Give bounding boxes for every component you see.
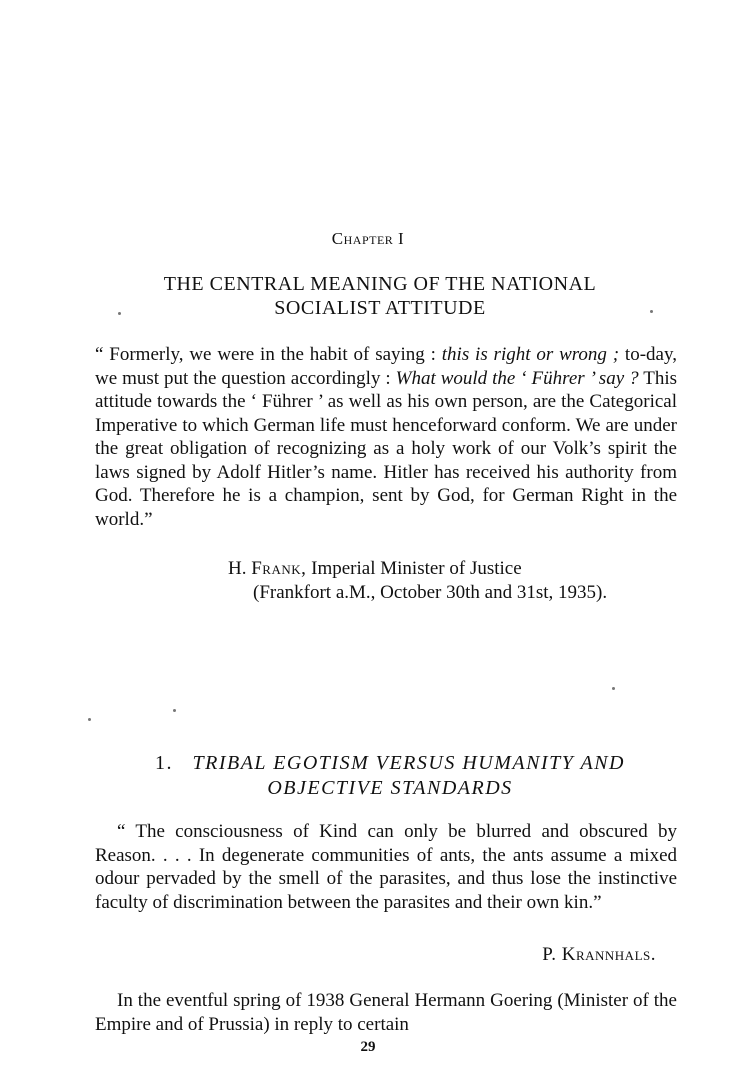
epigraph-source: (Frankfort a.M., October 30th and 31st, 1935).	[253, 582, 608, 603]
epigraph-attribution	[228, 557, 522, 581]
body-paragraph: In the eventful spring of 1938 General Hermann Goering (Minister of the Empire and of Prussia) in reply to certain	[95, 990, 677, 1035]
scan-speck	[612, 687, 615, 690]
epigraph-text-3: This attitude towards the ‘ Führer ’ as well as his own person, are the Categorical Imperative to which German life must henceforward conform. We are under the great obligation of recognizing as a holy work of our Volk’s spirit the laws signed by Adolf Hitler’s name. Hitler has received his authority from God. Therefore he is a champion, sent by God, for German Right in the world.”	[95, 367, 678, 530]
epigraph-quote	[95, 343, 677, 531]
chapter-title-line-1: THE CENTRAL MEANING OF THE NATIONAL	[163, 273, 597, 295]
scan-speck	[118, 312, 121, 315]
epigraph-italic-2: What would the ‘ Führer ’ say ?	[395, 367, 639, 389]
epigraph-author-initial: H.	[228, 558, 247, 579]
scan-speck	[650, 310, 653, 313]
section-number: 1.	[155, 752, 173, 774]
epigraph-author-title: Imperial Minister of Justice	[306, 558, 522, 579]
section-title-line-1: TRIBAL EGOTISM VERSUS HUMANITY AND	[192, 752, 625, 774]
section-quote-initial: P.	[542, 944, 557, 965]
section-quote: “ The consciousness of Kind can only be blurred and obscured by Reason. . . . In degenerate communities of ants, the ants assume a mixed odour pervaded by the smell of the parasites, and thus lose the instinctive faculty of discrimination between the parasites and their own kin.”	[95, 821, 677, 913]
section-title-line-2: OBJECTIVE STANDARDS	[267, 777, 513, 799]
page-number: 29	[360, 1039, 376, 1055]
section-quote-surname: Krannhals.	[561, 944, 656, 965]
epigraph-text-1: “ Formerly, we were in the habit of saying :	[95, 344, 442, 365]
chapter-title-line-2: SOCIALIST ATTITUDE	[274, 297, 486, 319]
epigraph-author-surname: Frank,	[251, 558, 307, 579]
section-heading	[100, 751, 680, 801]
scan-speck	[88, 718, 91, 721]
section-quote-attribution	[542, 944, 656, 966]
epigraph-italic-1: this is right or wrong ;	[441, 344, 620, 365]
scan-speck	[173, 709, 176, 712]
section-heading-line-1	[100, 751, 680, 776]
chapter-title	[100, 272, 660, 320]
chapter-label: Chapter I	[331, 229, 405, 248]
epigraph-text-2: to-day, we must put the question accordingly :	[95, 344, 677, 389]
